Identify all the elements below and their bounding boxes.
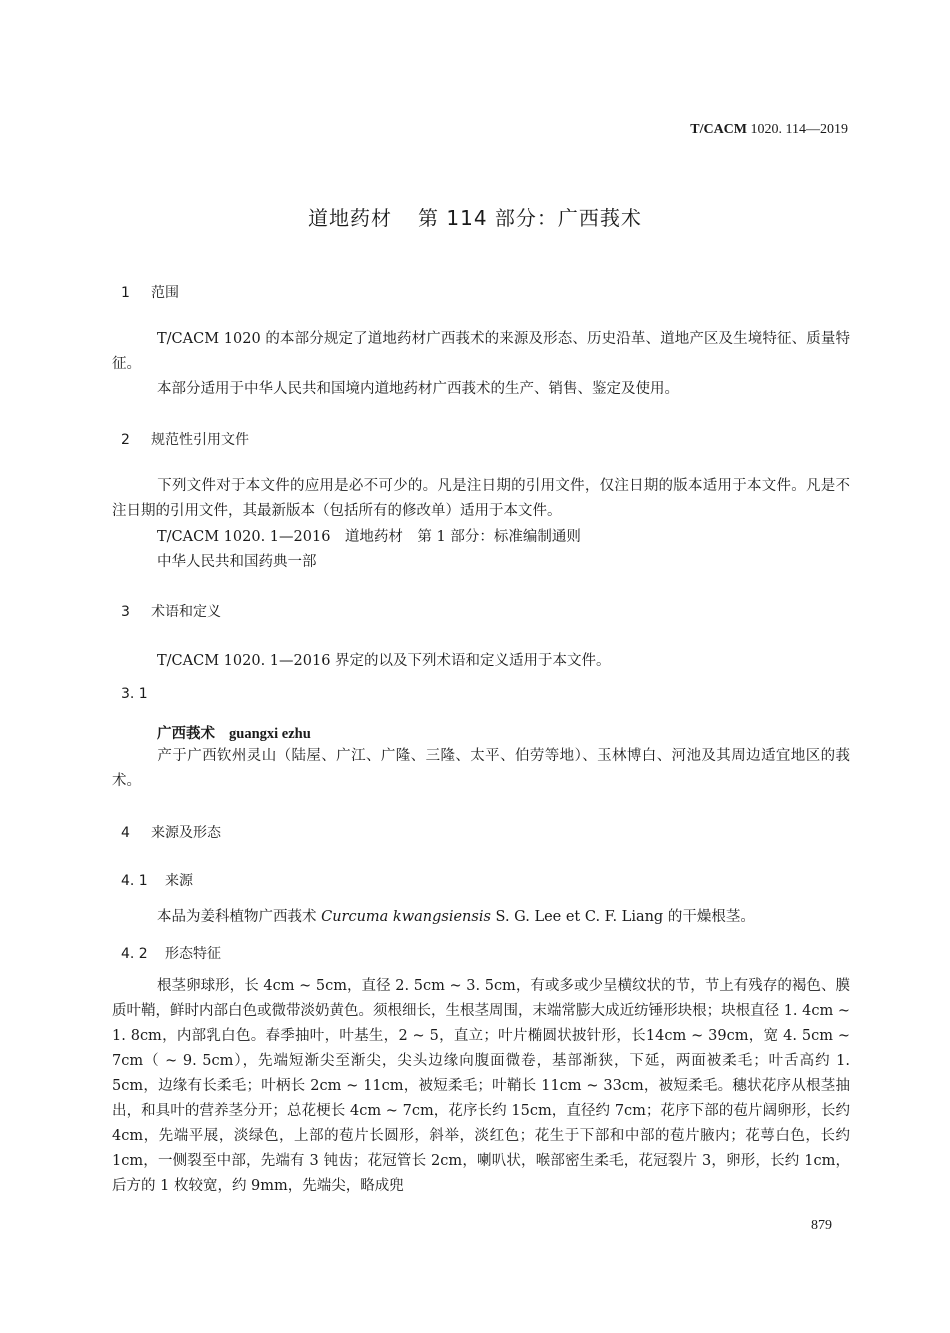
paragraph-text: 本部分适用于中华人民共和国境内道地药材广西莪术的生产、销售、鉴定及使用。 xyxy=(157,381,679,397)
standard-number xyxy=(690,122,848,138)
subsection-number: 4. 1 xyxy=(121,873,148,889)
source-paragraph xyxy=(157,905,755,926)
paragraph-text: 根茎卵球形，长 4cm ~ 5cm，直径 2. 5cm ~ 3. 5cm，有或多或少呈横纹状的节，节上有残存的褐色、膜质叶鞘，鲜时内部白色或微带淡奶黄色。须根细长，生根茎周围，末端常膨大成近纺锤形块根；块根直径 1. 4cm ~ 1. 8cm，内部乳白色。春季抽叶，叶基生，2 ~ 5，直立；叶片椭圆状披针形，长14cm ~ 39cm，宽 4. 5cm ~ 7cm（ ~ 9. 5cm），先端短渐尖至渐尖，尖头边缘向腹面微卷，基部渐狭，下延，两面被柔毛；叶舌高约 1. 5cm，边缘有长柔毛；叶柄长 2cm ~ 11cm，被短柔毛；叶鞘长 11cm ~ 33cm，被短柔毛。穗状花序从根茎抽出，和具叶的营养茎分开；总花梗长 4cm ~ 7cm，花序长约 15cm，直径约 7cm；花序下部的苞片阔卵形，长约 4cm，先端平展，淡绿色，上部的苞片长圆形，斜举，淡红色；花生于下部和中部的苞片腋内；花萼白色，长约 1cm，一侧裂至中部，先端有 3 钝齿；花冠管长 2cm，喇叭状，喉部密生柔毛，花冠裂片 3，卵形，长约 1cm，后方的 1 枚较宽，约 9mm，先端尖，略成兜 xyxy=(112,978,850,1194)
term-chinese: 广西莪术 xyxy=(157,726,215,742)
section-number: 4 xyxy=(121,825,130,841)
source-text-end: S. G. Lee et C. F. Liang 的干燥根茎。 xyxy=(490,909,755,925)
subsection-number: 4. 2 xyxy=(121,946,148,962)
section-4-heading xyxy=(121,822,221,842)
subsection-4-1-heading xyxy=(121,870,193,890)
section-title: 规范性引用文件 xyxy=(151,432,249,448)
standard-prefix: T/CACM xyxy=(690,122,748,137)
standard-code: 1020. 114—2019 xyxy=(750,122,848,137)
paragraph-text: T/CACM 1020 的本部分规定了道地药材广西莪术的来源及形态、历史沿革、道地产区及生境特征、质量特征。 xyxy=(112,331,850,372)
section-number: 3 xyxy=(121,604,130,620)
term-definition xyxy=(112,744,850,794)
section-title: 来源及形态 xyxy=(151,825,221,841)
normative-reference-2: 中华人民共和国药典一部 xyxy=(157,554,317,570)
section-1-heading xyxy=(121,282,179,302)
subsection-4-2-heading xyxy=(121,943,221,963)
subsection-3-1-number: 3. 1 xyxy=(121,686,148,702)
subsection-title: 形态特征 xyxy=(165,946,221,962)
section-3-intro: T/CACM 1020. 1—2016 界定的以及下列术语和定义适用于本文件。 xyxy=(157,653,611,669)
term-english: guangxi ezhu xyxy=(229,726,311,742)
section-title: 术语和定义 xyxy=(151,604,221,620)
source-text-start: 本品为姜科植物广西莪术 xyxy=(157,909,322,925)
title-part-1: 道地药材 xyxy=(308,206,393,230)
paragraph-text: 下列文件对于本文件的应用是必不可少的。凡是注日期的引用文件，仅注日期的版本适用于本文件。凡是不注日期的引用文件，其最新版本（包括所有的修改单）适用于本文件。 xyxy=(112,478,850,519)
term-entry xyxy=(157,722,311,743)
section-1-paragraph-2 xyxy=(112,377,850,402)
section-1-paragraph-1 xyxy=(112,327,850,377)
subsection-title: 来源 xyxy=(165,873,193,889)
document-title xyxy=(0,202,950,231)
normative-reference-1: T/CACM 1020. 1—2016 道地药材 第 1 部分：标准编制通则 xyxy=(157,529,581,545)
section-2-paragraph xyxy=(112,474,850,524)
title-part-2: 第 114 部分：广西莪术 xyxy=(418,206,642,230)
section-title: 范围 xyxy=(151,285,179,301)
page-number: 879 xyxy=(811,1218,832,1233)
section-number: 1 xyxy=(121,285,130,301)
section-3-heading xyxy=(121,601,221,621)
section-number: 2 xyxy=(121,432,130,448)
paragraph-text: 产于广西钦州灵山（陆屋、广江、广隆、三隆、太平、伯劳等地）、玉林博白、河池及其周边适宜地区的莪术。 xyxy=(112,748,850,789)
morphology-paragraph xyxy=(112,974,850,1199)
latin-name: Curcuma kwangsiensis xyxy=(321,909,491,925)
section-2-heading xyxy=(121,429,249,449)
